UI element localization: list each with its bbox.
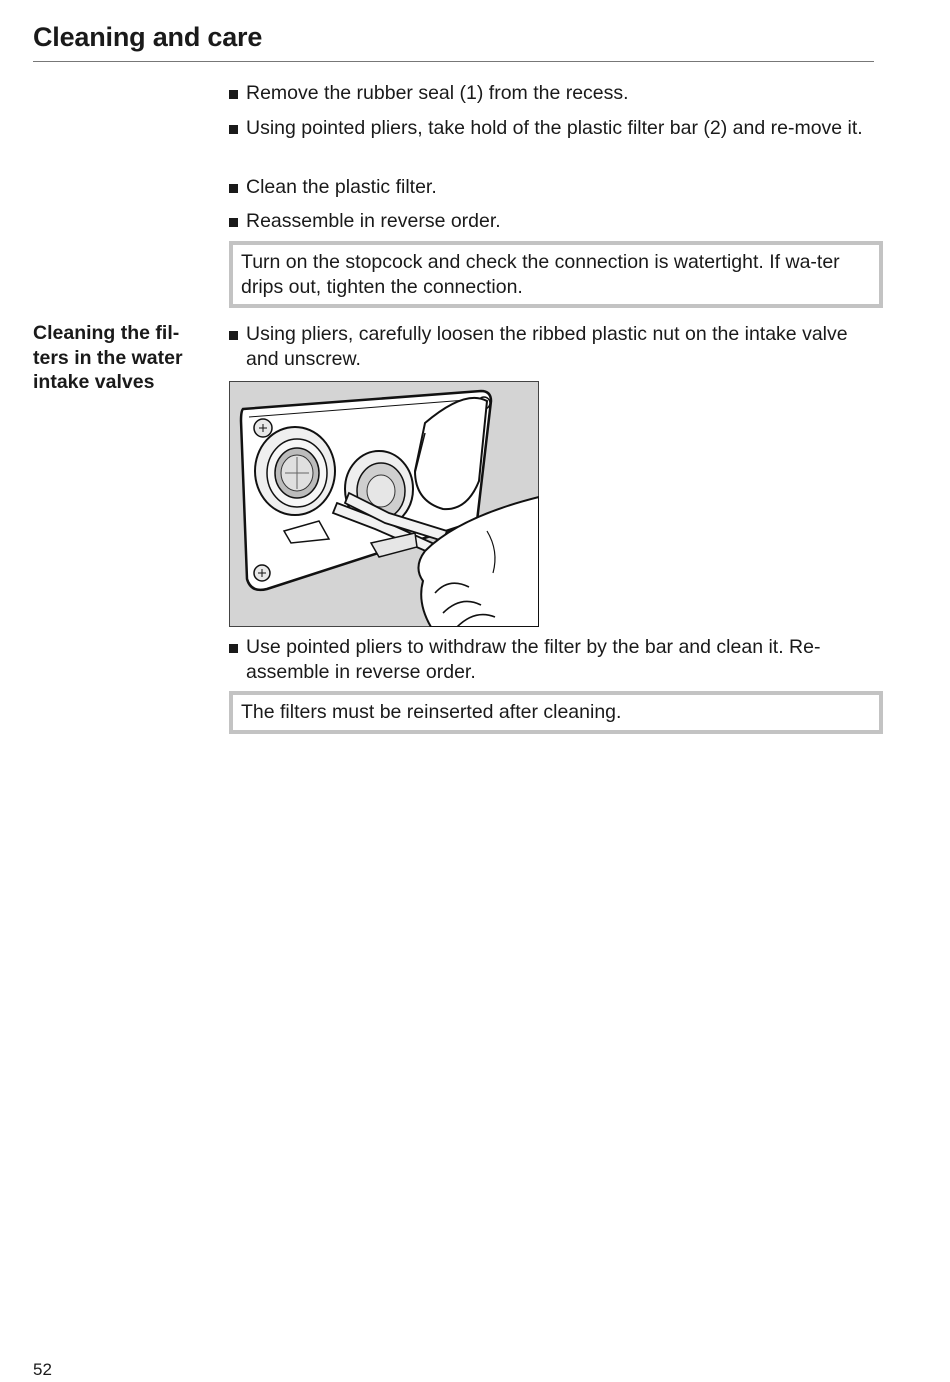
bullet-square-icon [229, 125, 238, 134]
page-number: 52 [33, 1360, 52, 1379]
step-text: Using pointed pliers, take hold of the plastic filter bar (2) and re-move it. [246, 117, 863, 139]
list-item [229, 175, 869, 200]
title-divider [33, 61, 874, 62]
step-text: Use pointed pliers to withdraw the filter by the bar and clean it. Re-assemble in reverse order. [246, 636, 821, 683]
page-title: Cleaning and care [33, 22, 263, 52]
bullet-square-icon [229, 184, 238, 193]
bullet-square-icon [229, 331, 238, 340]
step-text: Using pliers, carefully loosen the ribbed plastic nut on the intake valve and unscrew. [246, 323, 848, 370]
step-text: Reassemble in reverse order. [246, 210, 501, 232]
list-item [229, 322, 869, 371]
note-box: The filters must be reinserted after cleaning. [229, 691, 883, 734]
list-item [229, 635, 869, 684]
step-text: Clean the plastic filter. [246, 176, 437, 198]
section-heading: Cleaning the fil-ters in the water intake valves [33, 322, 183, 393]
list-item [229, 81, 869, 106]
step-text: Remove the rubber seal (1) from the recess. [246, 82, 629, 104]
list-item [229, 209, 869, 234]
intake-valve-pliers-illustration [229, 381, 539, 627]
bullet-square-icon [229, 644, 238, 653]
list-item [229, 116, 869, 141]
note-box: Turn on the stopcock and check the connection is watertight. If wa-ter drips out, tighten the connection. [229, 241, 883, 308]
bullet-square-icon [229, 218, 238, 227]
bullet-square-icon [229, 90, 238, 99]
